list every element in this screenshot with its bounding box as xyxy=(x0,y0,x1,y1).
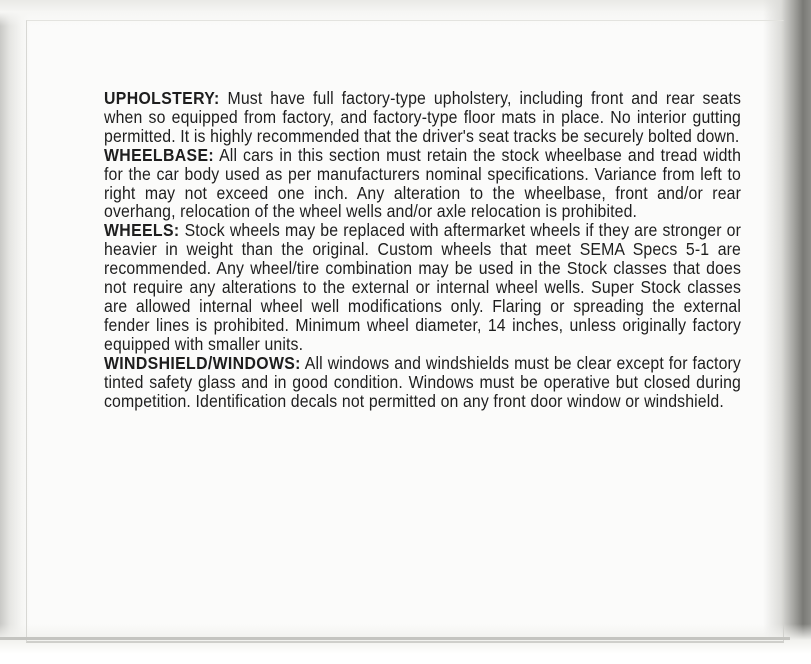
page-bottom-edge xyxy=(0,637,790,640)
section-wheelbase xyxy=(104,146,741,222)
section-windshield-windows xyxy=(104,354,741,411)
section-body: All cars in this section must retain the stock wheelbase and tread width for the car body used as per manufacturers nominal specifications. Variance from left to right may not exceed one inch. Any alteration to the wheelbase, front and/or rear overhang, relocation of the wheel wells and/or axle relocation is prohibited. xyxy=(104,144,742,222)
section-heading: WHEELBASE: xyxy=(104,144,215,165)
section-wheels xyxy=(104,221,741,353)
section-upholstery xyxy=(104,89,741,146)
section-body: Must have full factory-type upholstery, including front and rear seats when so equipped from factory, and factory-type floor mats in place. No interior gutting permitted. It is highly recommended that the driver's seat tracks be securely bolted down. xyxy=(104,88,741,146)
rules-text xyxy=(104,89,741,410)
section-body: Stock wheels may be replaced with aftermarket wheels if they are stronger or heavier in weight than the original. Custom wheels that meet SEMA Specs 5-1 are recommended. Any wheel/tire combination may be used in the Stock classes that does not require any alterations to the external or internal wheel wells. Super Stock classes are allowed internal wheel well modifications only. Flaring or spreading the external fender lines is prohibited. Minimum wheel diameter, 14 inches, unless originally factory equipped with smaller units. xyxy=(104,220,741,354)
section-heading: UPHOLSTERY: xyxy=(104,88,220,108)
section-heading: WINDSHIELD/WINDOWS: xyxy=(104,352,301,373)
section-heading: WHEELS: xyxy=(104,220,180,241)
section-body: All windows and windshields must be clear except for factory tinted safety glass and in good condition. Windows must be operative but closed during competition. Identification decals not permitted on any front door window or windshield. xyxy=(104,352,741,411)
